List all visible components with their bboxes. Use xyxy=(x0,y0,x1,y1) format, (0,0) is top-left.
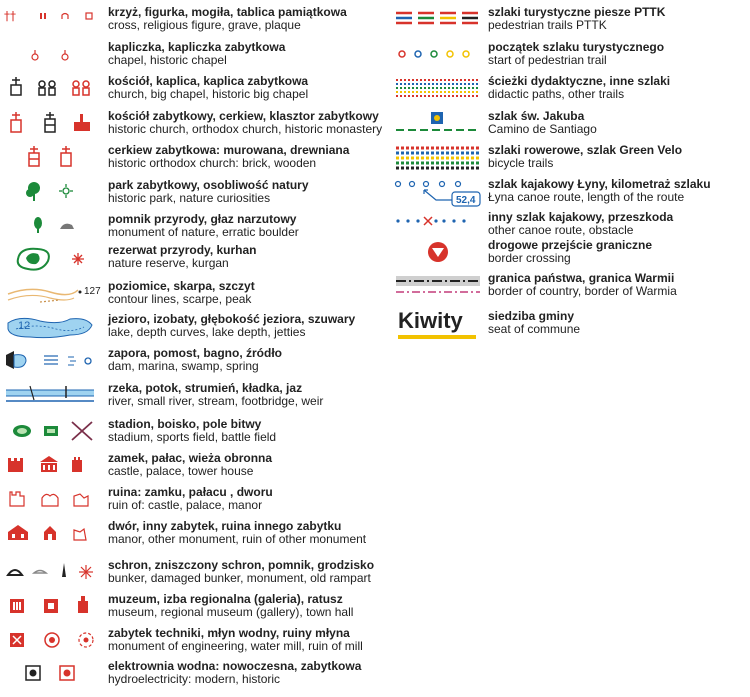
historic-church-icons xyxy=(0,110,100,140)
legend-row-pedestrian-trails xyxy=(394,6,734,40)
trail-start-icons xyxy=(394,41,482,71)
nature-monument-icons xyxy=(0,213,100,243)
label-en: lake, depth curves, lake depth, jetties xyxy=(108,325,306,339)
legend-row-stadium xyxy=(0,418,380,452)
small-monument-icons xyxy=(0,6,100,36)
label-en: contour lines, scarpe, peak xyxy=(108,292,252,306)
label-pl: rezerwat przyrody, kurhan xyxy=(108,243,257,257)
label-pl: kościół zabytkowy, cerkiew, klasztor zabytkowy xyxy=(108,109,379,123)
label-pl: zamek, pałac, wieża obronna xyxy=(108,451,273,465)
label-pl: zapora, pomost, bagno, źródło xyxy=(108,346,282,360)
label-en: historic church, orthodox church, historic monastery xyxy=(108,122,383,136)
commune-seat-icon xyxy=(394,308,482,342)
label-en: nature reserve, kurgan xyxy=(108,256,229,270)
label-en: hydroelectricity: modern, historic xyxy=(108,672,281,686)
lake-icons xyxy=(0,313,100,343)
label-en: church, big chapel, historic big chapel xyxy=(108,87,309,101)
manor-icons xyxy=(0,520,100,550)
label-pl: szlaki turystyczne piesze PTTK xyxy=(488,5,666,19)
legend-row-border-lines xyxy=(394,272,734,306)
label-en: bicycle trails xyxy=(488,156,554,170)
legend-row-lake xyxy=(0,313,380,347)
label-pl: dwór, inny zabytek, ruina innego zabytku xyxy=(108,519,342,533)
label-en: museum, regional museum (gallery), town hall xyxy=(108,605,354,619)
museum-icons xyxy=(0,593,100,623)
label-en: Camino de Santiago xyxy=(488,122,597,136)
legend-row-bunker xyxy=(0,559,390,593)
label-en: pedestrian trails PTTK xyxy=(488,18,607,32)
legend-row-small-monuments xyxy=(0,6,380,40)
svg-text:††: †† xyxy=(4,9,16,23)
label-pl: szlaki rowerowe, szlak Green Velo xyxy=(488,143,683,157)
label-pl: ścieżki dydaktyczne, inne szlaki xyxy=(488,74,671,88)
legend-row-museum xyxy=(0,593,380,627)
border-line-icons xyxy=(394,272,482,302)
label-pl: krzyż, figurka, mogiła, tablica pamiątkowa xyxy=(108,5,347,19)
label-pl: schron, zniszczony schron, pomnik, grodzisko xyxy=(108,558,375,572)
canoe-route-icons xyxy=(394,178,482,208)
label-en: border of country, border of Warmia xyxy=(488,284,677,298)
chapel-icons xyxy=(0,41,100,71)
label-pl: początek szlaku turystycznego xyxy=(488,40,665,54)
label-pl: cerkiew zabytkowa: murowana, drewniana xyxy=(108,143,350,157)
label-pl: rzeka, potok, strumień, kładka, jaz xyxy=(108,381,303,395)
legend-row-castle xyxy=(0,452,380,486)
park-icons xyxy=(0,179,100,209)
legend-row-trail-start xyxy=(394,41,734,75)
engineering-icons xyxy=(0,627,100,657)
legend-row-reserve xyxy=(0,244,380,278)
peak-label: 127 xyxy=(84,286,101,297)
bicycle-trail-icons xyxy=(394,144,482,174)
contour-icons xyxy=(0,280,100,310)
label-en: cross, religious figure, grave, plaque xyxy=(108,18,301,32)
label-en: monument of engineering, water mill, ruin of mill xyxy=(108,639,363,653)
legend-row-contours xyxy=(0,280,380,314)
label-pl: kapliczka, kapliczka zabytkowa xyxy=(108,40,286,54)
border-crossing-icon xyxy=(394,239,482,269)
label-en: historic orthodox church: brick, wooden xyxy=(108,156,317,170)
label-pl: pomnik przyrody, głaz narzutowy xyxy=(108,212,297,226)
didactic-path-icons xyxy=(394,75,482,105)
legend-row-manor xyxy=(0,520,390,554)
legend-row-church xyxy=(0,75,380,109)
label-en: ruin of: castle, palace, manor xyxy=(108,498,263,512)
commune-seat-sample: Kiwity xyxy=(398,308,463,333)
legend-row-hydro xyxy=(0,660,380,694)
label-pl: kościół, kaplica, kaplica zabytkowa xyxy=(108,74,309,88)
legend-row-dam xyxy=(0,347,380,381)
label-en: historic park, nature curiosities xyxy=(108,191,271,205)
label-pl: muzeum, izba regionalna (galeria), ratusz xyxy=(108,592,343,606)
label-pl: szlak św. Jakuba xyxy=(488,109,585,123)
reserve-icons xyxy=(0,244,100,274)
label-en: didactic paths, other trails xyxy=(488,87,625,101)
label-en: other canoe route, obstacle xyxy=(488,223,634,237)
label-en: start of pedestrian trail xyxy=(488,53,607,67)
legend-row-river xyxy=(0,382,380,416)
km-label: 52,4 xyxy=(456,195,476,206)
pedestrian-trail-icons xyxy=(394,6,482,36)
river-icons xyxy=(0,382,100,412)
label-pl: poziomice, skarpa, szczyt xyxy=(108,279,255,293)
legend-row-didactic-paths xyxy=(394,75,734,109)
ruin-icons xyxy=(0,486,100,516)
legend-row-nature-monument xyxy=(0,213,380,247)
hydro-icons xyxy=(0,660,100,690)
bunker-icons xyxy=(0,559,100,589)
label-en: castle, palace, tower house xyxy=(108,464,254,478)
label-en: chapel, historic chapel xyxy=(108,53,227,67)
legend-row-historic-church xyxy=(0,110,390,144)
label-en: manor, other monument, ruin of other monument xyxy=(108,532,367,546)
legend-row-bicycle-trails xyxy=(394,144,734,178)
label-pl: szlak kajakowy Łyny, kilometraż szlaku xyxy=(488,177,711,191)
stadium-icons xyxy=(0,418,100,448)
camino-icons xyxy=(394,110,482,140)
church-icons xyxy=(0,75,100,105)
label-pl: elektrownia wodna: nowoczesna, zabytkowa xyxy=(108,659,362,673)
label-en: monument of nature, erratic boulder xyxy=(108,225,299,239)
legend-row-chapel xyxy=(0,41,380,75)
legend-row-ruin xyxy=(0,486,380,520)
label-pl: jezioro, izobaty, głębokość jeziora, szuwary xyxy=(108,312,356,326)
canoe-obstacle-icons xyxy=(394,211,482,241)
label-en: Łyna canoe route, length of the route xyxy=(488,190,685,204)
label-en: seat of commune xyxy=(488,322,581,336)
label-pl: siedziba gminy xyxy=(488,309,575,323)
orthodox-church-icons xyxy=(0,144,100,174)
legend-row-engineering xyxy=(0,627,380,661)
label-en: border crossing xyxy=(488,251,571,265)
label-en: dam, marina, swamp, spring xyxy=(108,359,259,373)
legend-row-camino xyxy=(394,110,734,144)
legend-row-canoe-route xyxy=(394,178,734,212)
dam-icons xyxy=(0,347,100,377)
label-en: stadium, sports field, battle field xyxy=(108,430,277,444)
label-pl: inny szlak kajakowy, przeszkoda xyxy=(488,210,674,224)
legend-row-orthodox-church xyxy=(0,144,380,178)
label-pl: stadion, boisko, pole bitwy xyxy=(108,417,262,431)
label-pl: ruina: zamku, pałacu , dworu xyxy=(108,485,273,499)
label-pl: drogowe przejście graniczne xyxy=(488,238,653,252)
label-pl: park zabytkowy, osobliwość natury xyxy=(108,178,309,192)
depth-label: 12 xyxy=(18,320,31,332)
label-pl: granica państwa, granica Warmii xyxy=(488,271,675,285)
legend-row-border-crossing xyxy=(394,239,734,273)
castle-icons xyxy=(0,452,100,482)
legend-row-park xyxy=(0,179,380,213)
legend-row-commune-seat xyxy=(394,310,734,344)
label-en: river, small river, stream, footbridge, weir xyxy=(108,394,324,408)
label-en: bunker, damaged bunker, monument, old rampart xyxy=(108,571,371,585)
label-pl: zabytek techniki, młyn wodny, ruiny młyna xyxy=(108,626,350,640)
